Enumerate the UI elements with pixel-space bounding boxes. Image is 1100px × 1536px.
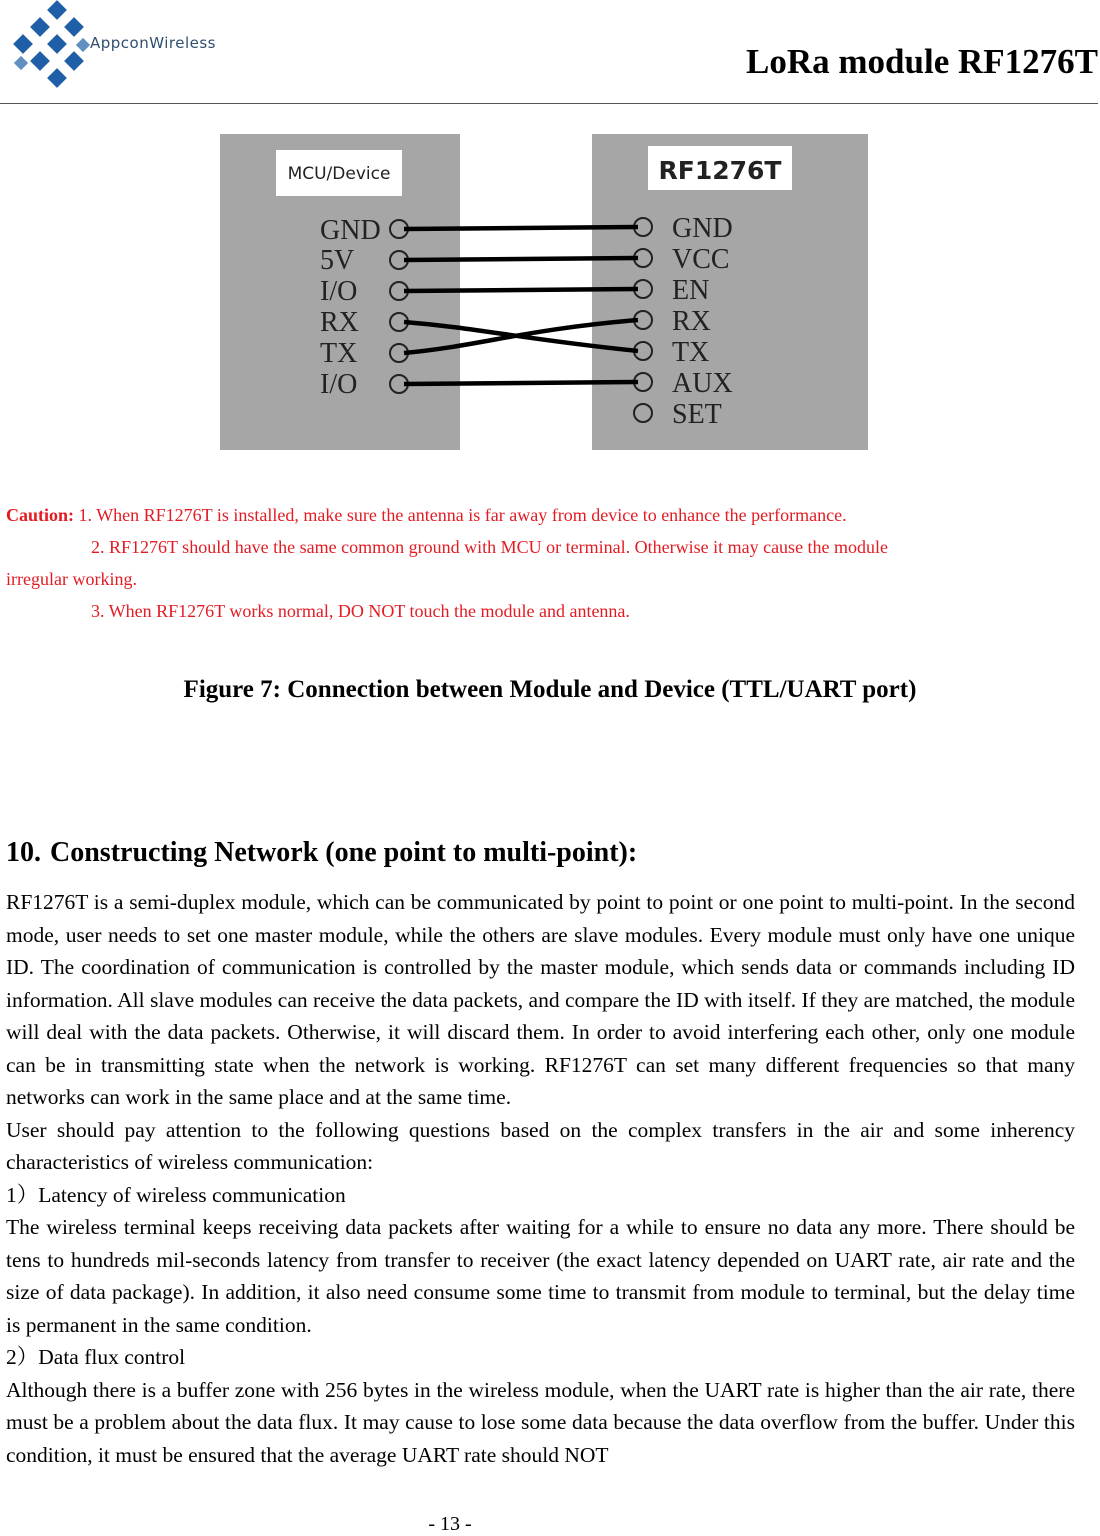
wire-gnd bbox=[404, 227, 638, 229]
caution-item-2-continued: irregular working. bbox=[6, 569, 137, 589]
left-pin-gnd: GND bbox=[320, 215, 381, 246]
connection-diagram bbox=[220, 134, 870, 452]
caution-item-1 bbox=[6, 500, 847, 530]
section-title-text: Constructing Network (one point to multi-point): bbox=[50, 837, 638, 868]
header-divider bbox=[0, 103, 1098, 104]
paragraph-latency: The wireless terminal keeps receiving data packets after waiting for a while to ensure no data any more. There should be tens to hundreds mil-seconds latency from transfer to receiver (the exact latency depended on UART rate, air rate and the size of data package). In addition, it also need consume some time to transmit from module to terminal, but the delay time is permanent in the same condition. bbox=[6, 1215, 1075, 1337]
right-pin-vcc: VCC bbox=[672, 244, 730, 275]
list-item-flux-title: 2）Data flux control bbox=[6, 1345, 186, 1369]
right-pin-en: EN bbox=[672, 275, 710, 306]
section-number: 10. bbox=[6, 837, 41, 868]
paragraph-flux: Although there is a buffer zone with 256 bytes in the wireless module, when the UART rate is higher than the air rate, there must be a problem about the data flux. It may cause to lose some data because the data overflow from the buffer. Under this condition, it must be ensured that the average UART rate should NOT bbox=[6, 1377, 1075, 1467]
left-pin-io: I/O bbox=[320, 276, 358, 307]
caution-item-2: 2. RF1276T should have the same common ground with MCU or terminal. Otherwise it may cause the module bbox=[91, 537, 889, 557]
figure-caption: Figure 7: Connection between Module and Device (TTL/UART port) bbox=[183, 676, 917, 703]
section-body bbox=[6, 886, 1075, 1471]
right-pin-gnd: GND bbox=[672, 213, 733, 244]
left-pin-rx: RX bbox=[320, 307, 359, 338]
paragraph-questions-intro: User should pay attention to the following questions based on the complex transfers in the air and some inherency characteristics of wireless communication: bbox=[6, 1117, 1075, 1174]
right-pin-rx: RX bbox=[672, 306, 711, 337]
page-number: - 13 - bbox=[428, 1513, 472, 1535]
left-pin-tx: TX bbox=[320, 338, 358, 369]
caution-label: Caution: bbox=[6, 505, 75, 525]
caution-item-3: 3. When RF1276T works normal, DO NOT touch the module and antenna. bbox=[91, 601, 630, 621]
section-heading bbox=[6, 837, 637, 869]
right-pin-aux: AUX bbox=[672, 368, 733, 399]
logo-diamond-pattern bbox=[13, 0, 90, 88]
right-pin-set: SET bbox=[672, 399, 722, 430]
wire-5v-vcc bbox=[404, 258, 638, 260]
brand-name: AppconWireless bbox=[90, 34, 216, 52]
wire-io-en bbox=[404, 289, 638, 291]
header-title: LoRa module RF1276T bbox=[746, 42, 1098, 81]
mcu-device-label: MCU/Device bbox=[287, 164, 391, 184]
paragraph-network-intro: RF1276T is a semi-duplex module, which can be communicated by point to point or one point to multi-point. In the second mode, user needs to set one master module, while the others are slave modules. Every module must only have one unique ID. The coordination of communication is controlled by the master module, which sends data or commands including ID information. All slave modules can receive the data packets, and compare the ID with itself. If they are matched, the module will deal with the data packets. Otherwise, it will discard them. In order to avoid interfering each other, only one module can be in transmitting state when the network is working. RF1276T can set many different frequencies so that many networks can work in the same place and at the same time. bbox=[6, 890, 1075, 1109]
left-pin-5v: 5V bbox=[320, 245, 355, 276]
caution-text-1: 1. When RF1276T is installed, make sure the antenna is far away from device to enhance the performance. bbox=[78, 505, 847, 525]
left-pin-io-2: I/O bbox=[320, 369, 358, 400]
rf1276t-label: RF1276T bbox=[658, 156, 782, 185]
list-item-latency-title: 1）Latency of wireless communication bbox=[6, 1182, 346, 1207]
right-pin-tx: TX bbox=[672, 337, 710, 368]
wire-io-aux bbox=[404, 382, 638, 384]
